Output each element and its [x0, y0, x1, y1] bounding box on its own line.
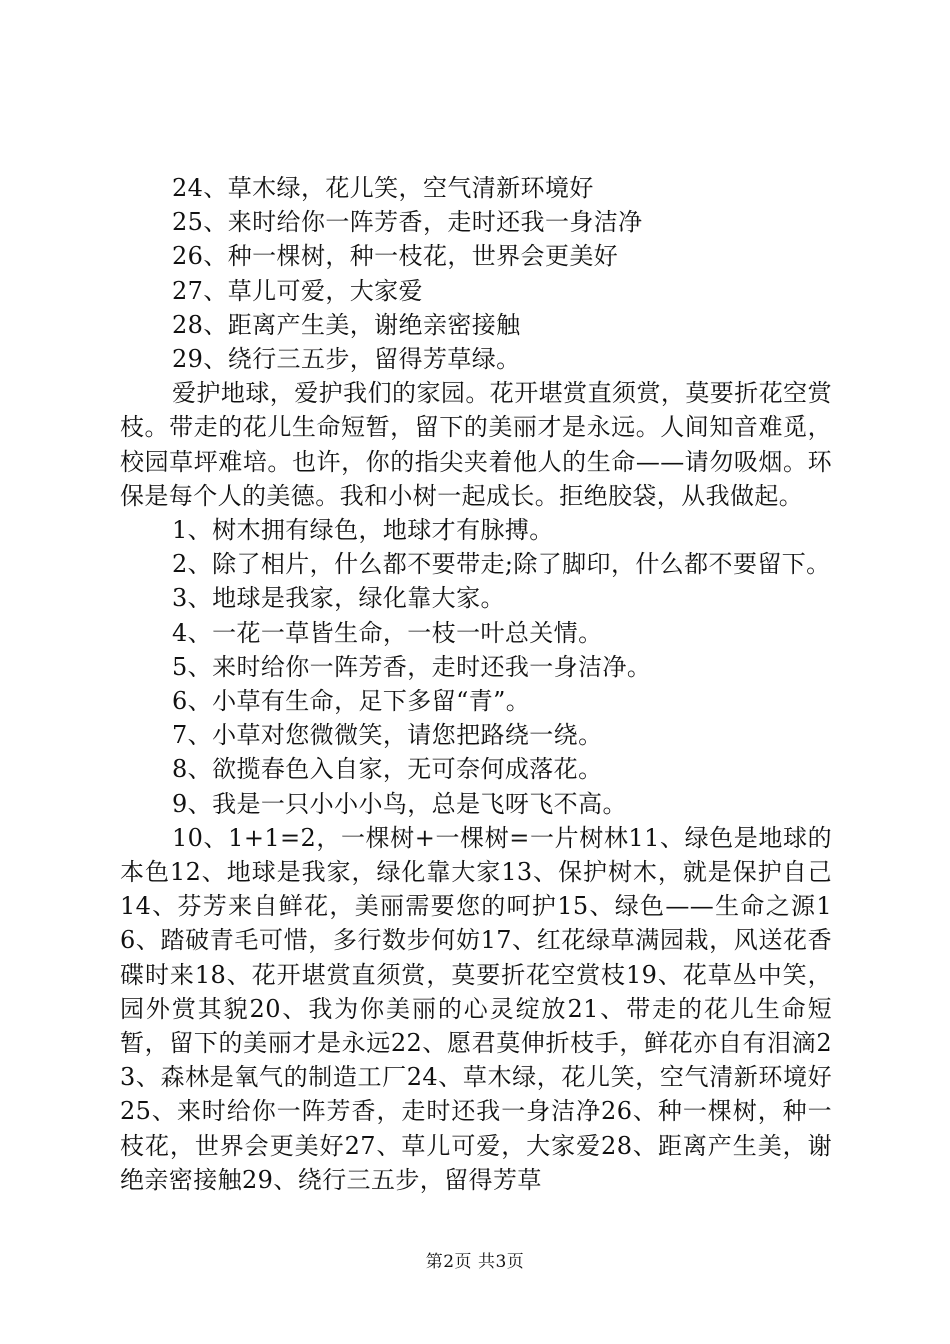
- slogan-list-paragraph: 10、1+1=2，一棵树+一棵树=一片树林11、绿色是地球的本色12、地球是我家，绿化靠大家13、保护树木，就是保护自己14、芬芳来自鲜花，美丽需要您的呵护15、绿色——生命之源16、踏破青毛可惜，多行数步何妨17、红花绿草满园栽，风送花香碟时来18、花开堪赏直须赏，莫要折花空赏枝19、花草丛中笑，园外赏其貌20、我为你美丽的心灵绽放21、带走的花儿生命短暂，留下的美丽才是永远22、愿君莫伸折枝手，鲜花亦自有泪滴23、森林是氧气的制造工厂24、草木绿，花儿笑，空气清新环境好25、来时给你一阵芳香，走时还我一身洁净26、种一棵树，种一枝花，世界会更美好27、草儿可爱，大家爱28、距离产生美，谢绝亲密接触29、绕行三五步，留得芳草: [120, 823, 832, 1194]
- slogan-1: 1、树木拥有绿色，地球才有脉搏。: [172, 516, 554, 545]
- slogan-28: 28、距离产生美，谢绝亲密接触: [172, 310, 521, 339]
- intro-paragraph: 爱护地球，爱护我们的家园。花开堪赏直须赏，莫要折花空赏枝。带走的花儿生命短暂，留下的美丽才是永远。人间知音难觅，校园草坪难培。也许，你的指尖夹着他人的生命——请勿吸烟。环保是每个人的美德。我和小树一起成长。拒绝胶袋，从我做起。: [120, 379, 832, 510]
- slogan-8: 8、欲揽春色入自家，无可奈何成落花。: [172, 755, 603, 784]
- slogan-5: 5、来时给你一阵芳香，走时还我一身洁净。: [172, 652, 652, 681]
- slogan-29: 29、绕行三五步，留得芳草绿。: [172, 345, 521, 374]
- slogan-24: 24、草木绿，花儿笑，空气清新环境好: [172, 174, 594, 202]
- slogan-4: 4、一花一草皆生命，一枝一叶总关情。: [172, 618, 603, 647]
- slogan-6: 6、小草有生命，足下多留“青”。: [172, 687, 531, 716]
- slogan-9: 9、我是一只小小小鸟，总是飞呀飞不高。: [172, 789, 627, 818]
- slogan-3: 3、地球是我家，绿化靠大家。: [172, 584, 505, 613]
- slogan-2: 2、除了相片，什么都不要带走;除了脚印，什么都不要留下。: [172, 550, 831, 579]
- slogan-7: 7、小草对您微微笑，请您把路绕一绕。: [172, 721, 603, 750]
- slogan-25: 25、来时给你一阵芳香，走时还我一身洁净: [172, 208, 643, 237]
- slogan-27: 27、草儿可爱，大家爱: [172, 276, 423, 305]
- document-body: [120, 171, 832, 1197]
- page-indicator: 第2页 共3页: [425, 1252, 525, 1272]
- slogan-26: 26、种一棵树，种一枝花，世界会更美好: [172, 242, 619, 271]
